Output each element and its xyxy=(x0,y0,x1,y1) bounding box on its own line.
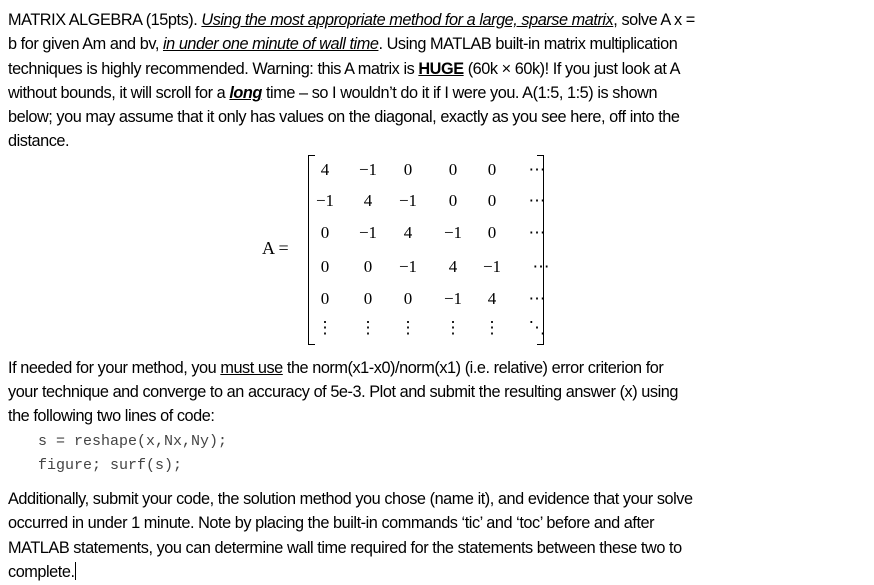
matrix-cell: 0 xyxy=(320,223,330,242)
matrix-cell: 0 xyxy=(487,223,497,242)
matrix-cell: 0 xyxy=(403,289,413,308)
para3-line-4 xyxy=(8,562,76,582)
matrix-cell: 0 xyxy=(448,160,458,179)
matrix-cell: 0 xyxy=(363,289,373,308)
matrix-cell: 0 xyxy=(363,257,373,276)
matrix-cell: ⋯ xyxy=(528,223,546,242)
matrix-cell: 4 xyxy=(320,160,330,179)
para1-line-1 xyxy=(8,10,695,30)
matrix-cell: 4 xyxy=(363,191,373,210)
code-line-1: s = reshape(x,Nx,Ny); xyxy=(38,433,228,450)
matrix-cell: −1 xyxy=(358,223,378,242)
text: If needed for your method, you xyxy=(8,359,221,377)
emphasis-text: must use xyxy=(220,359,283,377)
text-cursor xyxy=(75,562,76,580)
para1-line-2 xyxy=(8,34,677,54)
text: below; you may assume that it only has values on the diagonal, exactly as you see here, off into the xyxy=(8,108,680,126)
text: , solve A x = xyxy=(613,11,695,29)
emphasis-text: in under one minute of wall time xyxy=(162,35,379,53)
matrix-cell: −1 xyxy=(443,289,463,308)
para2-line-1 xyxy=(8,358,663,378)
matrix-cell: ⋮ xyxy=(483,318,501,337)
matrix-cell: 0 xyxy=(487,160,497,179)
text: complete. xyxy=(8,563,75,581)
text: the norm(x1-x0)/norm(x1) (i.e. relative) error criterion for xyxy=(282,359,664,377)
matrix-cell: −1 xyxy=(398,191,418,210)
matrix-cell: 4 xyxy=(487,289,497,308)
matrix-cell: 0 xyxy=(487,191,497,210)
text: . Using MATLAB built-in matrix multiplication xyxy=(378,35,678,53)
para1-line-3 xyxy=(8,59,680,79)
para1-line-6 xyxy=(8,131,69,151)
right-bracket xyxy=(537,155,544,345)
matrix-cell: −1 xyxy=(443,223,463,242)
matrix-cell: ⋮ xyxy=(359,318,377,337)
matrix-cell: 4 xyxy=(448,257,458,276)
text: MATRIX ALGEBRA (15pts). xyxy=(8,11,202,29)
matrix-cell: 0 xyxy=(403,160,413,179)
matrix-cell: ⋮ xyxy=(444,318,462,337)
matrix-cell: ⋯ xyxy=(528,289,546,308)
para3-line-3: MATLAB statements, you can determine wall time required for the statements between these two to xyxy=(8,539,682,557)
code-line-2: figure; surf(s); xyxy=(38,457,183,474)
para1-line-4 xyxy=(8,83,657,103)
left-bracket xyxy=(308,155,315,345)
matrix-cell: ⋮ xyxy=(399,318,417,337)
text: your technique and converge to an accuracy of 5e-3. Plot and submit the resulting answer (x) using xyxy=(8,383,678,401)
emphasis-text: HUGE xyxy=(418,60,464,78)
matrix-cell: ⋱ xyxy=(528,318,546,337)
text: b for given Am and bv, xyxy=(8,35,163,53)
text: time – so I wouldn’t do it if I were you. A(1:5, 1:5) is shown xyxy=(261,84,658,102)
para1-line-5 xyxy=(8,107,680,127)
emphasis-text: Using the most appropriate method for a large, sparse matrix xyxy=(201,11,614,29)
para2-line-3 xyxy=(8,406,214,426)
matrix-label: A = xyxy=(262,238,289,258)
matrix-cell: −1 xyxy=(398,257,418,276)
text: distance. xyxy=(8,132,70,150)
para2-line-2 xyxy=(8,382,678,402)
matrix-cell: ⋯ xyxy=(532,257,550,276)
text: the following two lines of code: xyxy=(8,407,215,425)
matrix-cell: ⋮ xyxy=(316,318,334,337)
matrix-cell: 4 xyxy=(403,223,413,242)
emphasis-text: long xyxy=(229,84,262,102)
matrix-cell: 0 xyxy=(320,257,330,276)
text: (60k × 60k)! If you just look at A xyxy=(463,60,681,78)
matrix-cell: ⋯ xyxy=(528,160,546,179)
text: without bounds, it will scroll for a xyxy=(8,84,230,102)
matrix-cell: −1 xyxy=(315,191,335,210)
text: techniques is highly recommended. Warning: this A matrix is xyxy=(8,60,419,78)
matrix-cell: 0 xyxy=(320,289,330,308)
matrix-cell: −1 xyxy=(358,160,378,179)
para3-line-2: occurred in under 1 minute. Note by placing the built-in commands ‘tic’ and ‘toc’ before and after xyxy=(8,514,655,532)
matrix-cell: ⋯ xyxy=(528,191,546,210)
matrix-cell: −1 xyxy=(482,257,502,276)
para3-line-1: Additionally, submit your code, the solution method you chose (name it), and evidence that your solve xyxy=(8,490,693,508)
matrix-cell: 0 xyxy=(448,191,458,210)
